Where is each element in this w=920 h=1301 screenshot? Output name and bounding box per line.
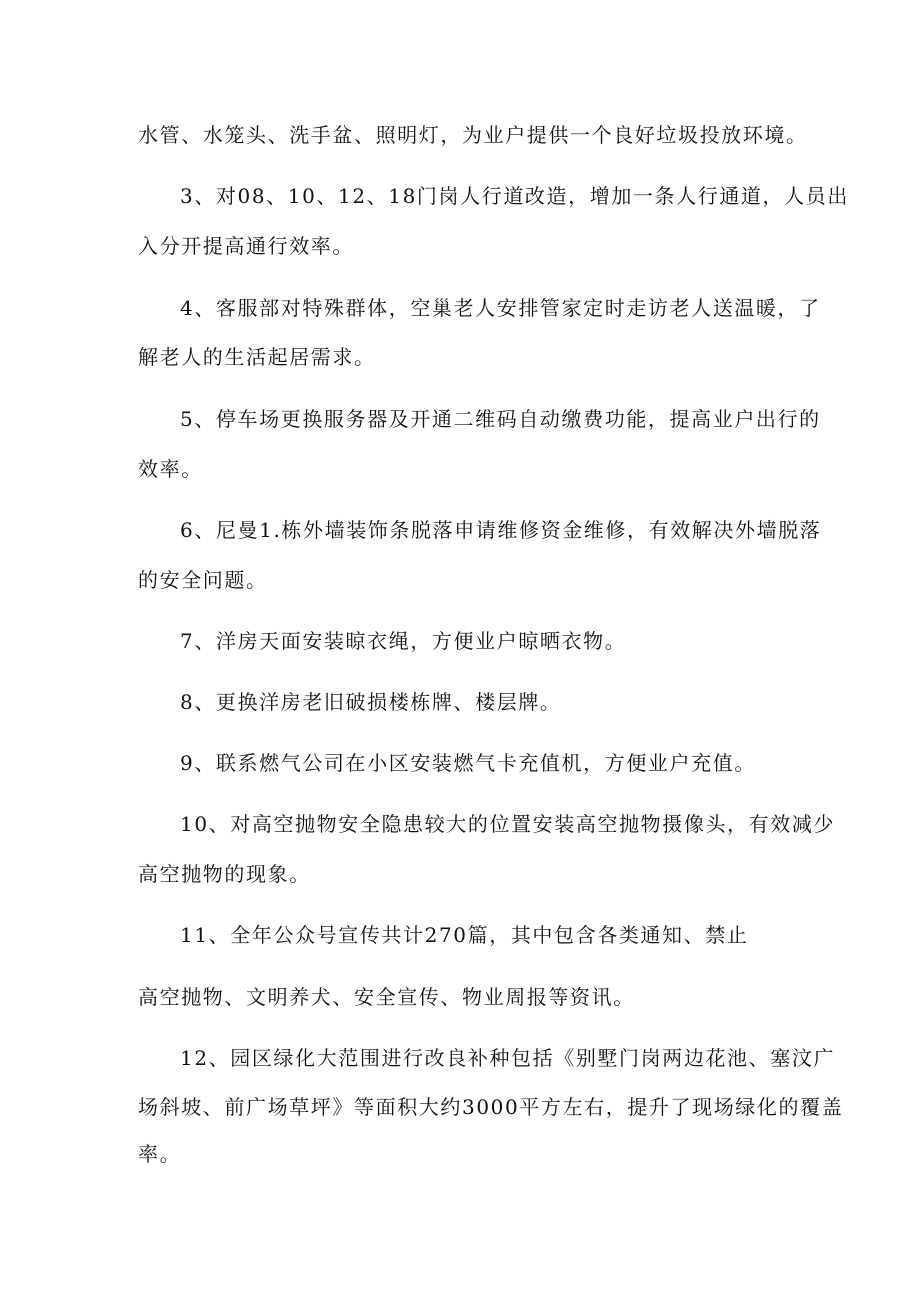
text-line: 高空抛物、文明养犬、安全宣传、物业周报等资讯。 [138, 985, 635, 1009]
text-line: 效率。 [138, 457, 203, 481]
text-line: 7、洋房天面安装晾衣绳，方便业户晾晒衣物。 [180, 629, 627, 653]
text-line: 10、对高空抛物安全隐患较大的位置安装高空抛物摄像头，有效减少 [180, 812, 836, 836]
text-line: 8、更换洋房老旧破损楼栋牌、楼层牌。 [180, 690, 562, 714]
text-line: 率。 [138, 1142, 182, 1166]
text-line: 入分开提高通行效率。 [138, 234, 354, 258]
text-line: 高空抛物的现象。 [138, 862, 311, 886]
text-line: 11、全年公众号宣传共计270篇，其中包含各类通知、禁止 [180, 923, 749, 947]
text-line: 的安全问题。 [138, 568, 268, 592]
text-line: 解老人的生活起居需求。 [138, 345, 376, 369]
text-line: 9、联系燃气公司在小区安装燃气卡充值机，方便业户充值。 [180, 751, 756, 775]
text-line: 4、客服部对特殊群体，空巢老人安排管家定时走访老人送温暖，了 [180, 296, 821, 320]
text-line: 3、对08、10、12、18门岗人行道改造，增加一条人行通道，人员出 [180, 184, 849, 208]
text-line: 水管、水笼头、洗手盆、照明灯，为业户提供一个良好垃圾投放环境。 [138, 123, 808, 147]
text-line: 5、停车场更换服务器及开通二维码自动缴费功能，提高业户出行的 [180, 407, 821, 431]
text-line: 12、园区绿化大范围进行改良补种包括《别墅门岗两边花池、塞汶广 [180, 1046, 836, 1070]
text-line: 场斜坡、前广场草坪》等面积大约3000平方左右，提升了现场绿化的覆盖 [138, 1095, 844, 1119]
text-line: 6、尼曼1.栋外墙装饰条脱落申请维修资金维修，有效解决外墙脱落 [180, 518, 822, 542]
